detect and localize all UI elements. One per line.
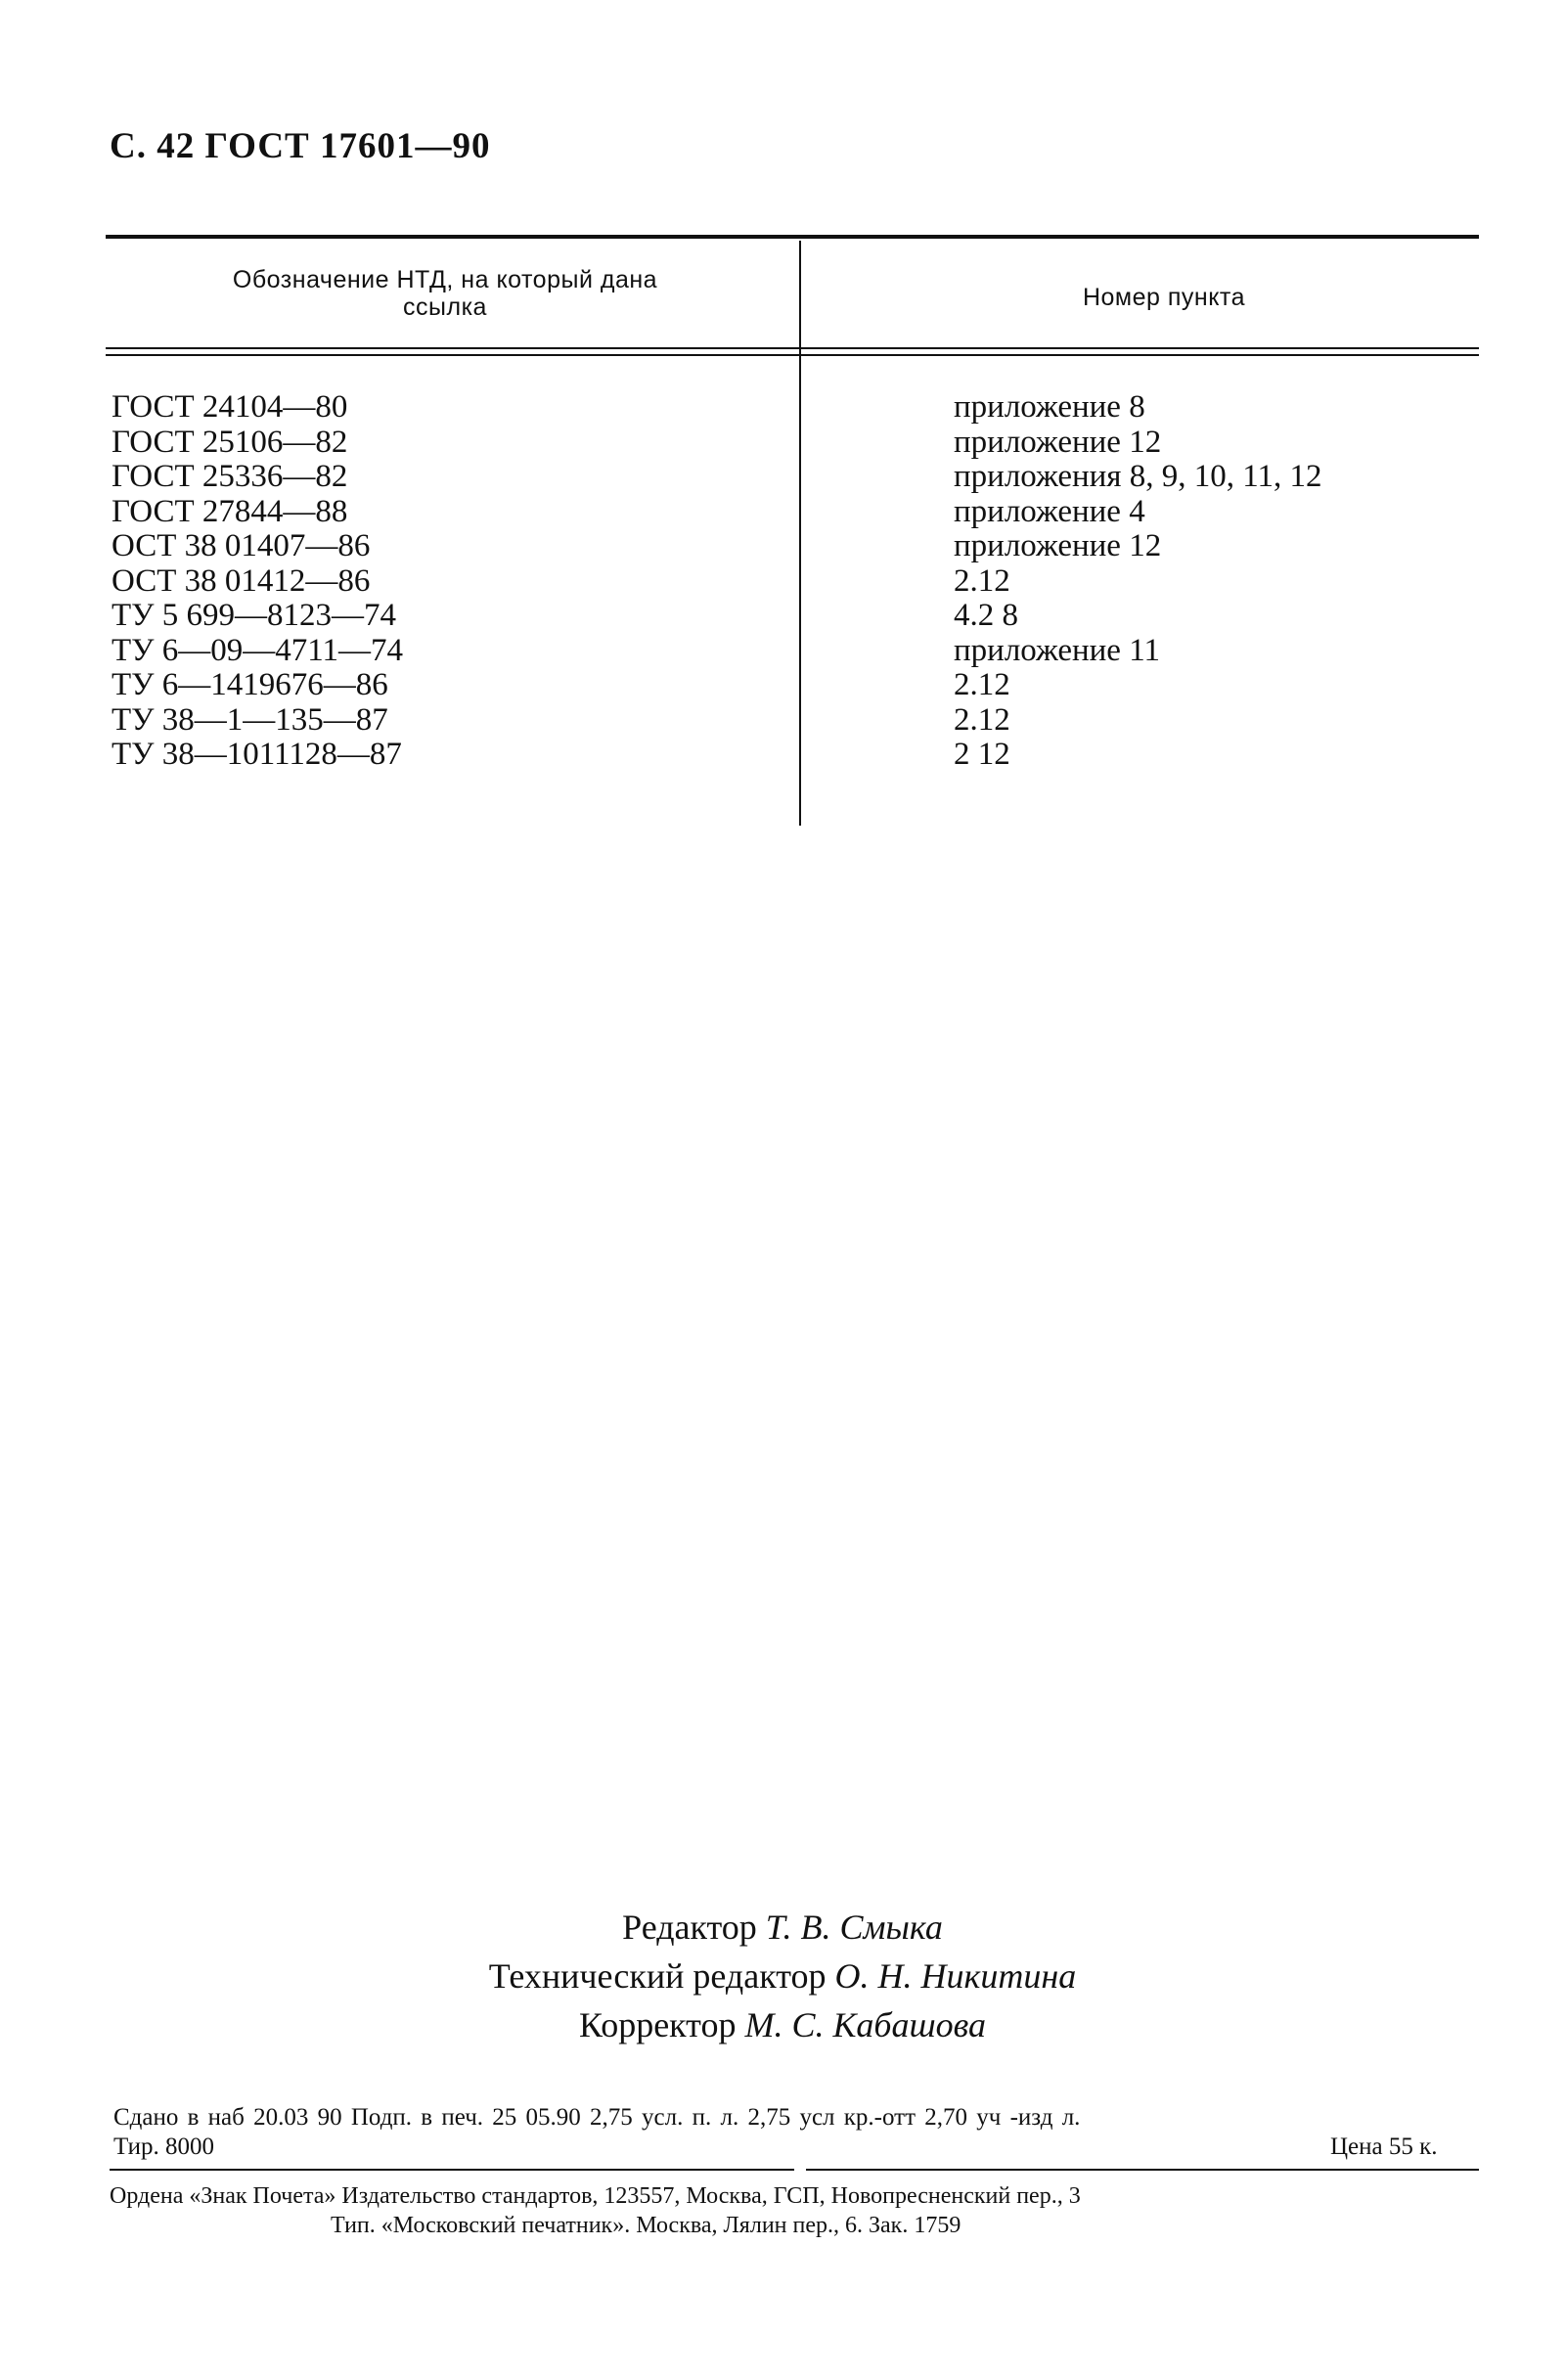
editor-role: Редактор [622, 1908, 757, 1947]
table-header-rule-1 [106, 347, 1479, 349]
table-header-item-number: Номер пункта [1082, 284, 1246, 311]
corrector-name: М. С. Кабашова [744, 2005, 987, 2044]
imprint-printer: Тип. «Московский печатник». Москва, Лялин пер., 6. Зак. 1759 [331, 2213, 961, 2238]
imprint-rule-right [806, 2169, 1479, 2171]
table-row-item: 2.12 [954, 701, 1010, 738]
credits-block [0, 1903, 1565, 2049]
table-row-item: 2.12 [954, 562, 1010, 599]
imprint-publisher: Ордена «Знак Почета» Издательство стандартов, 123557, Москва, ГСП, Новопресненский пер., 3 [110, 2183, 1081, 2209]
imprint-print-data: Сдано в наб 20.03 90 Подп. в печ. 25 05.90 2,75 усл. п. л. 2,75 усл кр.-отт 2,70 уч -изд л. [113, 2104, 1081, 2131]
item-number-column [954, 390, 1322, 773]
table-row-ntd: ГОСТ 24104—80 [112, 389, 348, 425]
table-column-divider [799, 241, 801, 826]
table-row-item: приложения 8, 9, 10, 11, 12 [954, 459, 1322, 494]
page-header: С. 42 ГОСТ 17601—90 [110, 126, 491, 166]
imprint-rule-left [110, 2169, 794, 2171]
table-row-item: приложение 12 [954, 424, 1162, 460]
table-row-ntd: ТУ 6—1419676—86 [112, 667, 388, 702]
imprint-tirazh: Тир. 8000 [113, 2133, 215, 2160]
corrector-role: Корректор [578, 2005, 737, 2044]
table-header-ntd: Обозначение НТД, на который дана ссылка [232, 266, 658, 321]
table-row-ntd: ГОСТ 25106—82 [112, 424, 348, 460]
table-row-ntd: ОСТ 38 01412—86 [112, 562, 371, 599]
ntd-column [112, 390, 403, 773]
table-row-ntd: ТУ 5 699—8123—74 [112, 598, 397, 633]
table-row-ntd: ТУ 38—1—135—87 [112, 701, 388, 738]
table-row-ntd: ОСТ 38 01407—86 [112, 528, 371, 563]
table-row-ntd: ТУ 6—09—4711—74 [112, 632, 404, 668]
table-row-item: приложение 8 [954, 389, 1145, 425]
table-row-item: приложение 11 [954, 632, 1160, 668]
tech-editor-line [0, 1952, 1565, 2000]
table-top-rule [106, 235, 1479, 239]
tech-editor-name: О. Н. Никитина [834, 1956, 1077, 1996]
table-row-item: 4.2 8 [954, 598, 1018, 633]
table-row-ntd: ТУ 38—1011128—87 [112, 737, 402, 772]
table-row-ntd: ГОСТ 27844—88 [112, 493, 348, 529]
tech-editor-role: Технический редактор [488, 1956, 827, 1996]
imprint-price: Цена 55 к. [1330, 2133, 1438, 2160]
editor-line [0, 1903, 1565, 1952]
corrector-line [0, 2000, 1565, 2049]
table-row-item: приложение 12 [954, 528, 1162, 563]
editor-name: Т. В. Смыка [765, 1908, 943, 1947]
table-row-item: 2 12 [954, 737, 1010, 772]
table-row-item: приложение 4 [954, 493, 1145, 529]
table-header-rule-2 [106, 354, 1479, 356]
table-row-ntd: ГОСТ 25336—82 [112, 459, 348, 494]
table-row-item: 2.12 [954, 667, 1010, 702]
